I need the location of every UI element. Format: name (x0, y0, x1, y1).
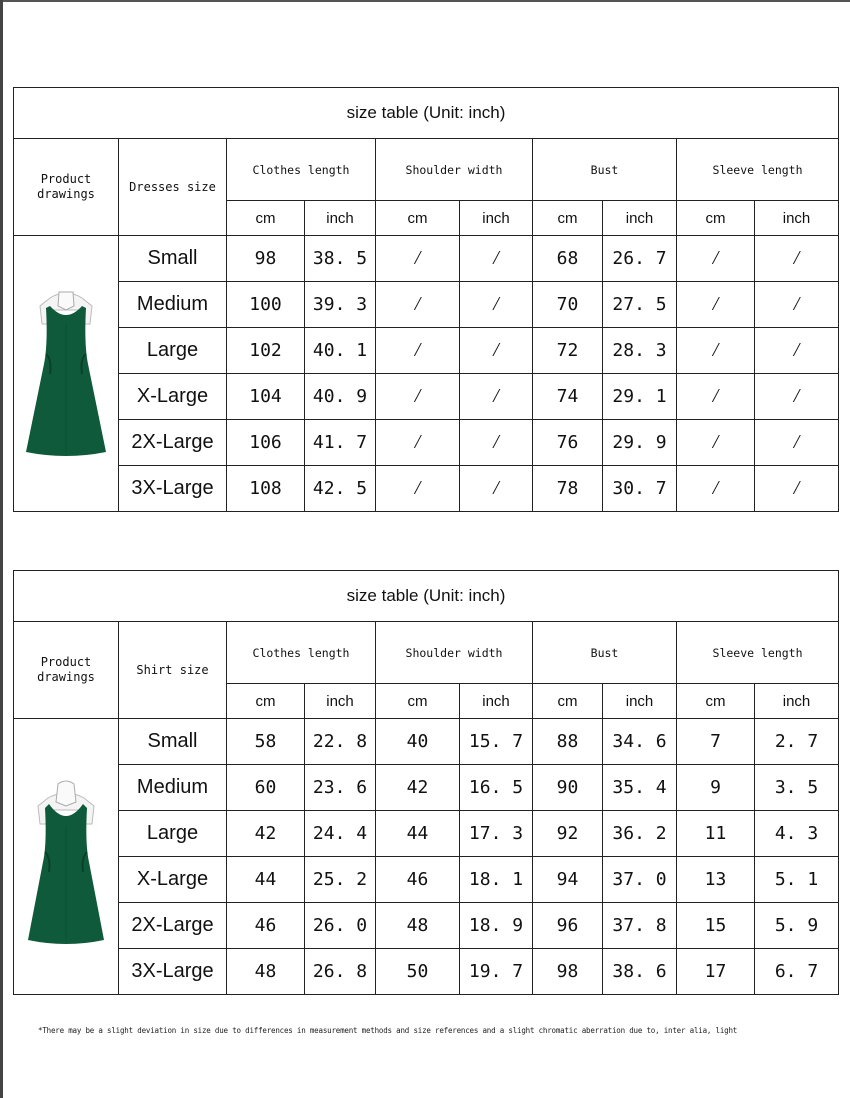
value-cell: / (376, 420, 460, 466)
value-cell: 38. 6 (603, 949, 677, 995)
value-cell: 90 (533, 765, 603, 811)
size-label: Large (119, 328, 227, 374)
unit-cell: inch (460, 201, 533, 236)
size-table-1 (13, 87, 839, 512)
product-drawings-header: Product drawings (14, 622, 119, 719)
dress-size-table (13, 87, 838, 512)
value-cell: 40 (376, 719, 460, 765)
value-cell: 94 (533, 857, 603, 903)
value-cell: / (677, 466, 755, 512)
value-cell: 68 (533, 236, 603, 282)
value-cell: 28. 3 (603, 328, 677, 374)
value-cell: 70 (533, 282, 603, 328)
value-cell: 42 (376, 765, 460, 811)
value-cell: / (460, 282, 533, 328)
value-cell: 22. 8 (305, 719, 376, 765)
unit-cell: inch (305, 201, 376, 236)
value-cell: 3. 5 (755, 765, 839, 811)
value-cell: 24. 4 (305, 811, 376, 857)
unit-cell: inch (603, 201, 677, 236)
value-cell: 42 (227, 811, 305, 857)
value-cell: 40. 1 (305, 328, 376, 374)
value-cell: 106 (227, 420, 305, 466)
value-cell: 18. 9 (460, 903, 533, 949)
value-cell: 2. 7 (755, 719, 839, 765)
table-row (14, 374, 839, 420)
footnote: *There may be a slight deviation in size due to differences in measurement methods and size references and a slight chromatic aberration due to, inter alia, light (38, 1026, 738, 1035)
shoulder-width-header: Shoulder width (376, 139, 533, 201)
table-row (14, 903, 839, 949)
value-cell: 58 (227, 719, 305, 765)
table-row (14, 949, 839, 995)
table-row (14, 857, 839, 903)
value-cell: 23. 6 (305, 765, 376, 811)
size-label: Large (119, 811, 227, 857)
value-cell: / (677, 420, 755, 466)
value-cell: 9 (677, 765, 755, 811)
size-column-header: Shirt size (119, 622, 227, 719)
value-cell: / (677, 328, 755, 374)
unit-cell: inch (755, 201, 839, 236)
clothes-length-header: Clothes length (227, 139, 376, 201)
table-row (14, 420, 839, 466)
value-cell: 41. 7 (305, 420, 376, 466)
value-cell: 18. 1 (460, 857, 533, 903)
table-row (14, 811, 839, 857)
product-drawings-header: Product drawings (14, 139, 119, 236)
unit-cell: inch (603, 684, 677, 719)
value-cell: 17. 3 (460, 811, 533, 857)
sleeve-length-header: Sleeve length (677, 622, 839, 684)
value-cell: 72 (533, 328, 603, 374)
value-cell: 44 (376, 811, 460, 857)
bust-header: Bust (533, 622, 677, 684)
unit-cell: cm (533, 201, 603, 236)
value-cell: / (755, 466, 839, 512)
value-cell: / (376, 236, 460, 282)
product-drawing (14, 236, 119, 512)
value-cell: 26. 8 (305, 949, 376, 995)
clothes-length-header: Clothes length (227, 622, 376, 684)
dress-illustration-icon (16, 762, 116, 952)
value-cell: 78 (533, 466, 603, 512)
left-edge (0, 0, 3, 1098)
value-cell: 7 (677, 719, 755, 765)
value-cell: 98 (227, 236, 305, 282)
value-cell: 37. 0 (603, 857, 677, 903)
value-cell: / (755, 236, 839, 282)
size-label: Small (119, 236, 227, 282)
value-cell: 5. 1 (755, 857, 839, 903)
value-cell: 74 (533, 374, 603, 420)
size-label: Small (119, 719, 227, 765)
value-cell: / (376, 282, 460, 328)
unit-cell: cm (677, 684, 755, 719)
value-cell: 98 (533, 949, 603, 995)
value-cell: 39. 3 (305, 282, 376, 328)
value-cell: 29. 1 (603, 374, 677, 420)
value-cell: 37. 8 (603, 903, 677, 949)
value-cell: / (376, 466, 460, 512)
unit-cell: inch (460, 684, 533, 719)
value-cell: 16. 5 (460, 765, 533, 811)
value-cell: 48 (376, 903, 460, 949)
table-row (14, 719, 839, 765)
value-cell: / (376, 374, 460, 420)
value-cell: 40. 9 (305, 374, 376, 420)
value-cell: 92 (533, 811, 603, 857)
value-cell: 96 (533, 903, 603, 949)
sleeve-length-header: Sleeve length (677, 139, 839, 201)
size-label: 3X-Large (119, 949, 227, 995)
unit-cell: cm (533, 684, 603, 719)
value-cell: / (677, 374, 755, 420)
table-title: size table (Unit: inch) (14, 88, 839, 139)
size-label: 2X-Large (119, 903, 227, 949)
value-cell: 25. 2 (305, 857, 376, 903)
value-cell: 15 (677, 903, 755, 949)
shoulder-width-header: Shoulder width (376, 622, 533, 684)
table-row (14, 236, 839, 282)
value-cell: / (460, 420, 533, 466)
table-row (14, 282, 839, 328)
value-cell: / (460, 328, 533, 374)
value-cell: 5. 9 (755, 903, 839, 949)
top-border (0, 0, 850, 2)
unit-cell: inch (755, 684, 839, 719)
value-cell: 27. 5 (603, 282, 677, 328)
shirt-size-table (13, 570, 838, 995)
value-cell: / (460, 466, 533, 512)
value-cell: 6. 7 (755, 949, 839, 995)
value-cell: / (755, 374, 839, 420)
dress-illustration-icon (16, 284, 116, 464)
value-cell: / (376, 328, 460, 374)
value-cell: 11 (677, 811, 755, 857)
value-cell: 4. 3 (755, 811, 839, 857)
table-row (14, 765, 839, 811)
unit-cell: inch (305, 684, 376, 719)
value-cell: 35. 4 (603, 765, 677, 811)
value-cell: 46 (376, 857, 460, 903)
value-cell: / (677, 282, 755, 328)
product-drawing (14, 719, 119, 995)
size-label: X-Large (119, 857, 227, 903)
unit-cell: cm (227, 201, 305, 236)
value-cell: 38. 5 (305, 236, 376, 282)
unit-cell: cm (227, 684, 305, 719)
value-cell: 15. 7 (460, 719, 533, 765)
size-label: 2X-Large (119, 420, 227, 466)
value-cell: 26. 0 (305, 903, 376, 949)
value-cell: / (755, 282, 839, 328)
size-label: Medium (119, 282, 227, 328)
value-cell: 48 (227, 949, 305, 995)
value-cell: 36. 2 (603, 811, 677, 857)
size-label: 3X-Large (119, 466, 227, 512)
value-cell: / (677, 236, 755, 282)
value-cell: 46 (227, 903, 305, 949)
value-cell: 108 (227, 466, 305, 512)
value-cell: 42. 5 (305, 466, 376, 512)
value-cell: 17 (677, 949, 755, 995)
size-label: Medium (119, 765, 227, 811)
table-title: size table (Unit: inch) (14, 571, 839, 622)
value-cell: / (755, 328, 839, 374)
value-cell: 26. 7 (603, 236, 677, 282)
value-cell: / (460, 374, 533, 420)
table-row (14, 328, 839, 374)
size-label: X-Large (119, 374, 227, 420)
value-cell: 30. 7 (603, 466, 677, 512)
unit-cell: cm (677, 201, 755, 236)
value-cell: 50 (376, 949, 460, 995)
value-cell: / (460, 236, 533, 282)
value-cell: 60 (227, 765, 305, 811)
value-cell: 88 (533, 719, 603, 765)
value-cell: 19. 7 (460, 949, 533, 995)
value-cell: 29. 9 (603, 420, 677, 466)
unit-cell: cm (376, 201, 460, 236)
size-column-header: Dresses size (119, 139, 227, 236)
value-cell: 104 (227, 374, 305, 420)
value-cell: 44 (227, 857, 305, 903)
value-cell: / (755, 420, 839, 466)
size-table-2 (13, 570, 839, 995)
table-row (14, 466, 839, 512)
value-cell: 76 (533, 420, 603, 466)
value-cell: 13 (677, 857, 755, 903)
value-cell: 100 (227, 282, 305, 328)
unit-cell: cm (376, 684, 460, 719)
value-cell: 34. 6 (603, 719, 677, 765)
value-cell: 102 (227, 328, 305, 374)
bust-header: Bust (533, 139, 677, 201)
